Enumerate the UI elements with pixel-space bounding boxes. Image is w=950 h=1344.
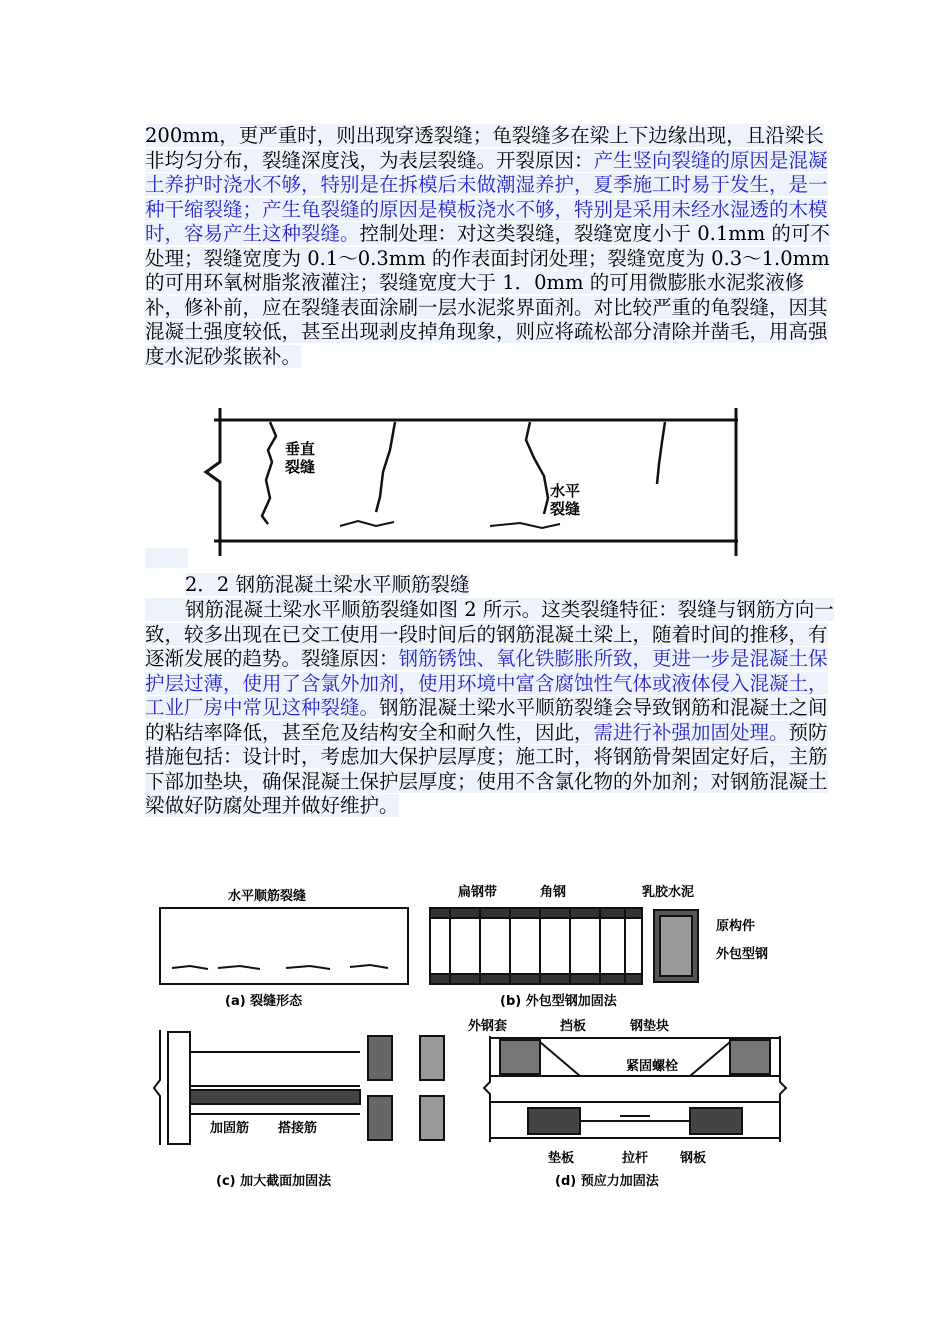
- crack-line: [340, 521, 394, 526]
- subfig-c-label-1: 加固筋: [210, 1121, 250, 1136]
- label-horizontal-2: 裂缝: [550, 500, 581, 518]
- subfig-d-label-6: 拉杆: [622, 1151, 649, 1166]
- subfig-b-label-5: 外包型钢: [716, 947, 769, 962]
- text-run-highlight: 钢筋锈蚀、氧化铁膨胀所致，更进一步是混凝土保护层过薄，使用了含氯外加剂，使用环境中富含腐蚀性气体或液体侵入混凝土，工业厂房中常见这种裂缝。: [145, 647, 828, 719]
- crack-line: [376, 422, 395, 512]
- label-vertical-2: 裂缝: [285, 458, 316, 476]
- beam-left-edge: [206, 408, 220, 556]
- section-heading: [145, 573, 875, 598]
- crack-line: [262, 422, 276, 524]
- subfig-b-label-4: 原构件: [716, 919, 756, 934]
- paragraph-crack-causes: [145, 124, 835, 369]
- text-run: 钢筋混凝土梁水平顺筋裂缝如图 2 所示。这类裂缝特征：裂缝与钢筋方向一致，较多出现在已交工使用一段时间后的钢筋混凝土梁上，随着时间的推移，有逐渐发展的趋势。裂缝原因：: [145, 598, 834, 670]
- text-run: 控制处理：对这类裂缝，裂缝宽度小于 0.1mm 的可不处理；裂缝宽度为 0.1～0.3mm 的作表面封闭处理；裂缝宽度为 0.3～1.0mm 的可用环氧树脂浆液灌注；裂缝宽度大于 1．0mm 的可用微膨胀水泥浆液修补，修补前，应在裂缝表面涂刷一层水泥浆界面剂。对比较严重的龟裂缝，因其混凝土强度较低，甚至出现剥皮掉角现象，则应将疏松部分清除并凿毛，用高强度水泥砂浆嵌补。: [145, 222, 830, 368]
- subfig-c-label-2: 搭接筋: [278, 1121, 318, 1136]
- text-run: 预防措施包括：设计时，考虑加大保护层厚度；施工时，将钢筋骨架固定好后，主筋下部加垫块，确保混凝土保护层厚度；使用不含氯化物的外加剂；对钢筋混凝土梁做好防腐处理并做好维护。: [145, 720, 828, 817]
- figure-reinforcement-methods: [150, 870, 810, 1200]
- subfig-c-caption: (c) 加大截面加固法: [216, 1174, 332, 1189]
- highlight-box: [145, 548, 188, 568]
- subfig-b-label-3: 乳胶水泥: [642, 885, 695, 900]
- subfig-d-label-4: 紧固螺栓: [626, 1059, 679, 1074]
- subfig-d-label-5: 垫板: [548, 1151, 575, 1166]
- subfigure-d: [484, 1036, 786, 1142]
- label-horizontal-1: 水平: [550, 482, 581, 500]
- subfig-d-caption: (d) 预应力加固法: [555, 1174, 659, 1189]
- figure-beam-cracks: [190, 402, 750, 562]
- text-run-highlight: 需进行补强加固处理。: [593, 720, 789, 744]
- subfigure-b: [430, 908, 698, 984]
- label-vertical-1: 垂直: [285, 440, 316, 458]
- text-run: 钢筋混凝土梁水平顺筋裂缝会导致钢筋和混凝土之间的粘结率降低，甚至危及结构安全和耐久性，因此，: [145, 696, 828, 744]
- crack-line: [490, 523, 560, 528]
- subfigure-a: [160, 908, 408, 984]
- subfig-b-caption: (b) 外包型钢加固法: [500, 994, 617, 1009]
- crack-line: [657, 422, 665, 484]
- subfig-d-label-1: 外钢套: [468, 1019, 508, 1034]
- text-run-highlight: 产生竖向裂缝的原因是混凝土养护时浇水不够，特别是在拆模后未做潮湿养护，夏季施工时易于发生，是一种干缩裂缝；产生龟裂缝的原因是模板浇水不够，特别是采用未经水湿透的木模时，容易产生这种裂缝。: [145, 148, 828, 245]
- subfig-a-title: 水平顺筋裂缝: [228, 889, 307, 904]
- subfig-b-label-1: 扁钢带: [458, 885, 498, 900]
- subfig-d-label-7: 钢板: [680, 1151, 707, 1166]
- heading-text: 2．2 钢筋混凝土梁水平顺筋裂缝: [185, 573, 470, 596]
- subfig-a-caption: (a) 裂缝形态: [225, 994, 303, 1009]
- paragraph-horizontal-cracks: [145, 598, 835, 819]
- subfig-d-label-3: 钢垫块: [630, 1019, 670, 1034]
- subfig-b-label-2: 角钢: [540, 885, 567, 900]
- text-run: 200mm，更严重时，则出现穿透裂缝；龟裂缝多在梁上下边缘出现，且沿梁长非均匀分布，裂缝深度浅，为表层裂缝。开裂原因：: [145, 124, 824, 172]
- subfig-d-label-2: 挡板: [560, 1019, 587, 1034]
- crack-line: [526, 422, 548, 514]
